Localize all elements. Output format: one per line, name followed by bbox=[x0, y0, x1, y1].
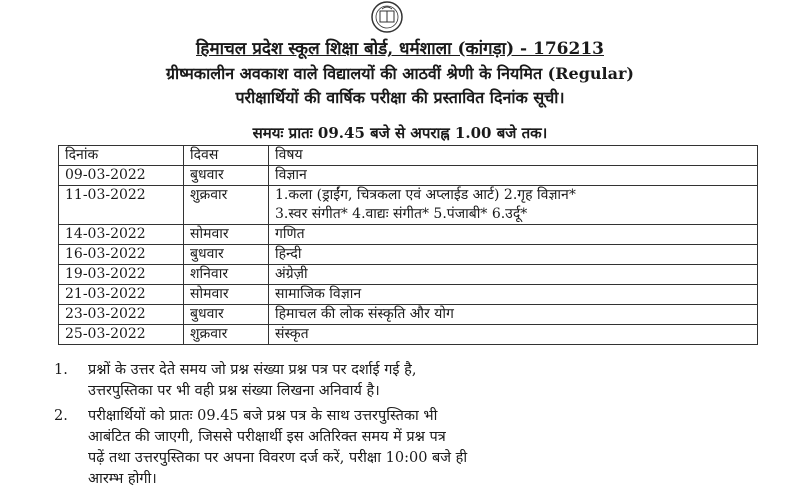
day-cell: शुक्रवार bbox=[184, 186, 269, 225]
date-cell: 14-03-2022 bbox=[59, 225, 184, 245]
date-cell: 23-03-2022 bbox=[59, 305, 184, 325]
day-cell: शुक्रवार bbox=[184, 325, 269, 345]
day-cell: शनिवार bbox=[184, 265, 269, 285]
subject-cell bbox=[269, 305, 758, 325]
notice-heading bbox=[40, 62, 760, 110]
column-header-date: दिनांक bbox=[59, 146, 184, 166]
date-cell: 25-03-2022 bbox=[59, 325, 184, 345]
date-cell: 11-03-2022 bbox=[59, 186, 184, 225]
instruction-number: 1. bbox=[54, 362, 68, 378]
table-row bbox=[59, 285, 758, 305]
heading-line: ग्रीष्मकालीन अवकाश वाले विद्यालयों की आठवीं श्रेणी के नियमित (Regular) bbox=[166, 64, 634, 83]
subject-cell bbox=[269, 225, 758, 245]
subject-cell bbox=[269, 245, 758, 265]
instruction-line: प्रश्नों के उत्तर देते समय जो प्रश्न संख्या प्रश्न पत्र पर दर्शाई गई है, bbox=[88, 362, 417, 378]
day-cell: सोमवार bbox=[184, 285, 269, 305]
instruction-line: उत्तरपुस्तिका पर भी वही प्रश्न संख्या लिखना अनिवार्य है। bbox=[88, 383, 380, 399]
subject-cell bbox=[269, 325, 758, 345]
column-header-day: दिवस bbox=[184, 146, 269, 166]
date-cell: 21-03-2022 bbox=[59, 285, 184, 305]
subject-text: विज्ञान bbox=[275, 167, 307, 183]
instructions-list bbox=[54, 360, 754, 494]
table-row bbox=[59, 305, 758, 325]
instruction-line: आबंटित की जाएगी, जिससे परीक्षार्थी इस अतिरिक्त समय में प्रश्न पत्र bbox=[88, 429, 446, 445]
day-cell: बुधवार bbox=[184, 245, 269, 265]
table-header-row bbox=[59, 146, 758, 166]
subject-cell bbox=[269, 285, 758, 305]
instruction-item bbox=[54, 360, 754, 402]
subject-cell bbox=[269, 166, 758, 186]
subject-text: हिमाचल की लोक संस्कृति और योग bbox=[275, 306, 454, 322]
exam-time: समयः प्रातः 09.45 बजे से अपराह्न 1.00 बजे तक। bbox=[252, 124, 548, 142]
table-row bbox=[59, 245, 758, 265]
subject-text: सामाजिक विज्ञान bbox=[275, 286, 362, 302]
subject-text: 3.स्वर संगीत* 4.वाद्यः संगीत* 5.पंजाबी* 6.उर्दू* bbox=[275, 206, 528, 222]
exam-schedule-table bbox=[58, 145, 758, 345]
board-title: हिमाचल प्रदेश स्कूल शिक्षा बोर्ड, धर्मशाला (कांगड़ा) - 176213 bbox=[196, 39, 604, 59]
day-cell: बुधवार bbox=[184, 166, 269, 186]
instruction-item bbox=[54, 406, 754, 490]
subject-text: 1.कला (ड्राईंग, चित्रकला एवं अप्लाईड आर्ट) 2.गृह विज्ञान* bbox=[275, 187, 576, 203]
day-cell: सोमवार bbox=[184, 225, 269, 245]
subject-text: हिन्दी bbox=[275, 246, 302, 262]
date-cell: 19-03-2022 bbox=[59, 265, 184, 285]
subject-cell bbox=[269, 186, 758, 225]
subject-text: अंग्रेज़ी bbox=[275, 266, 308, 282]
subject-text: गणित bbox=[275, 226, 305, 242]
instruction-line: परीक्षार्थियों को प्रातः 09.45 बजे प्रश्न पत्र के साथ उत्तरपुस्तिका भी bbox=[88, 408, 438, 424]
subject-text: संस्कृत bbox=[275, 326, 309, 342]
instruction-line: पढ़ें तथा उत्तरपुस्तिका पर अपना विवरण दर्ज करें, परीक्षा 10:00 बजे ही bbox=[88, 450, 468, 466]
table-row bbox=[59, 225, 758, 245]
instruction-number: 2. bbox=[54, 408, 68, 424]
board-seal-icon bbox=[367, 0, 407, 34]
table-row bbox=[59, 166, 758, 186]
subject-cell bbox=[269, 265, 758, 285]
table-row bbox=[59, 186, 758, 225]
instruction-text bbox=[88, 360, 754, 402]
column-header-subject: विषय bbox=[269, 146, 758, 166]
day-cell: बुधवार bbox=[184, 305, 269, 325]
date-cell: 09-03-2022 bbox=[59, 166, 184, 186]
instruction-text bbox=[88, 406, 754, 490]
table-row bbox=[59, 325, 758, 345]
instruction-line: आरम्भ होगी। bbox=[88, 471, 157, 487]
heading-line: परीक्षार्थियों की वार्षिक परीक्षा की प्रस्तावित दिनांक सूची। bbox=[235, 88, 565, 107]
table-row bbox=[59, 265, 758, 285]
date-cell: 16-03-2022 bbox=[59, 245, 184, 265]
